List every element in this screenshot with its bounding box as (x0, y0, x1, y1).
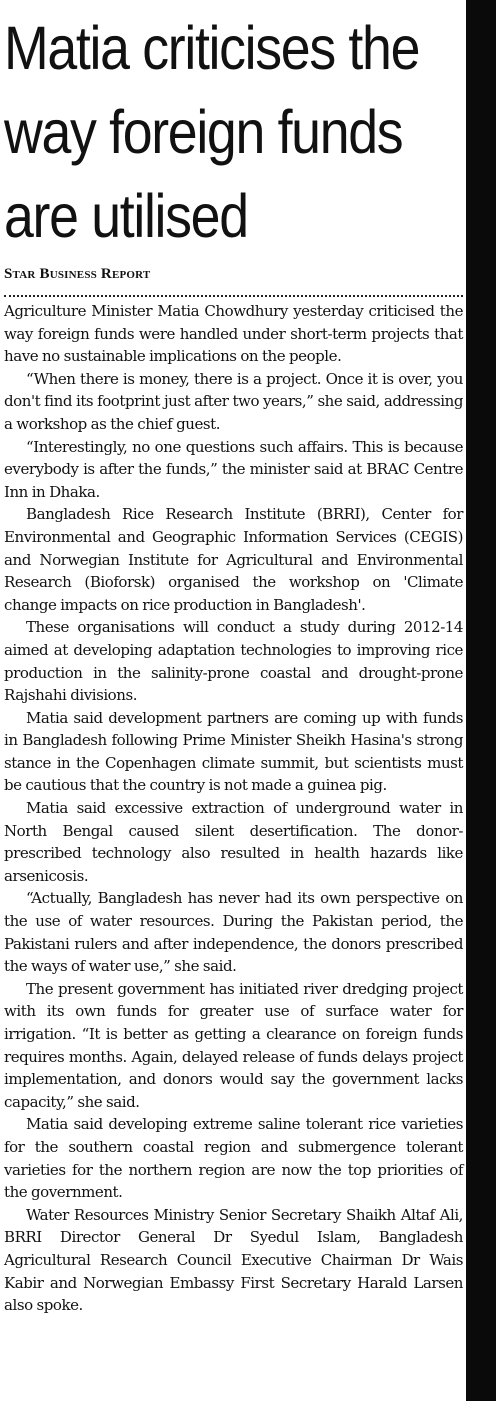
article-paragraph: “Interestingly, no one questions such affairs. This is because everybody is after the funds,” the minister said at BRAC Centre Inn in Dhaka. (4, 437, 463, 501)
page-edge-bar (466, 0, 496, 1401)
article-byline: Star Business Report (4, 266, 151, 282)
dotted-divider (4, 295, 463, 297)
article-paragraph: Water Resources Ministry Senior Secretary Shaikh Altaf Ali, BRRI Director General Dr Syedul Islam, Bangladesh Agricultural Research Council Executive Chairman Dr Wais Kabir and Norwegian Embassy First Secretary Harald Larsen also spoke. (4, 1205, 463, 1315)
article-body (4, 300, 463, 1317)
article-headline: Matia criticises the way foreign funds are utilised (4, 14, 420, 250)
article-paragraph: The present government has initiated river dredging project with its own funds for greater use of surface water for irrigation. “It is better as getting a clearance on foreign funds requires months. Again, delayed release of funds delays project implementation, and donors would say the government lacks capacity,” she said. (4, 979, 463, 1111)
article-paragraph: Bangladesh Rice Research Institute (BRRI), Center for Environmental and Geographic Information Services (CEGIS) and Norwegian Institute for Agricultural and Environmental Research (Bioforsk) organised the workshop on 'Climate change impacts on rice production in Bangladesh'. (4, 505, 463, 614)
article-paragraph: “Actually, Bangladesh has never had its own perspective on the use of water resources. During the Pakistan period, the Pakistani rulers and after independence, the donors prescribed the ways of water use,” she said. (4, 889, 463, 976)
article-paragraph: Matia said excessive extraction of underground water in North Bengal caused silent desertification. The donor-prescribed technology also resulted in health hazards like arsenicosis. (4, 799, 463, 885)
article-paragraph: Matia said development partners are coming up with funds in Bangladesh following Prime Minister Sheikh Hasina's strong stance in the Copenhagen climate summit, but scientists must be cautious that the country is not made a guinea pig. (4, 708, 463, 795)
article-paragraph: Matia said developing extreme saline tolerant rice varieties for the southern coastal region and submergence tolerant varieties for the northern region are now the top priorities of the government. (4, 1115, 463, 1202)
article-paragraph: These organisations will conduct a study during 2012-14 aimed at developing adaptation technologies to improving rice production in the salinity-prone coastal and drought-prone Rajshahi divisions. (4, 618, 463, 705)
article-paragraph: “When there is money, there is a project. Once it is over, you don't find its footprint just after two years,” she said, addressing a workshop as the chief guest. (4, 369, 463, 433)
news-article (4, 0, 463, 1317)
article-paragraph: Agriculture Minister Matia Chowdhury yesterday criticised the way foreign funds were handled under short-term projects that have no sustainable implications on the people. (4, 302, 463, 366)
